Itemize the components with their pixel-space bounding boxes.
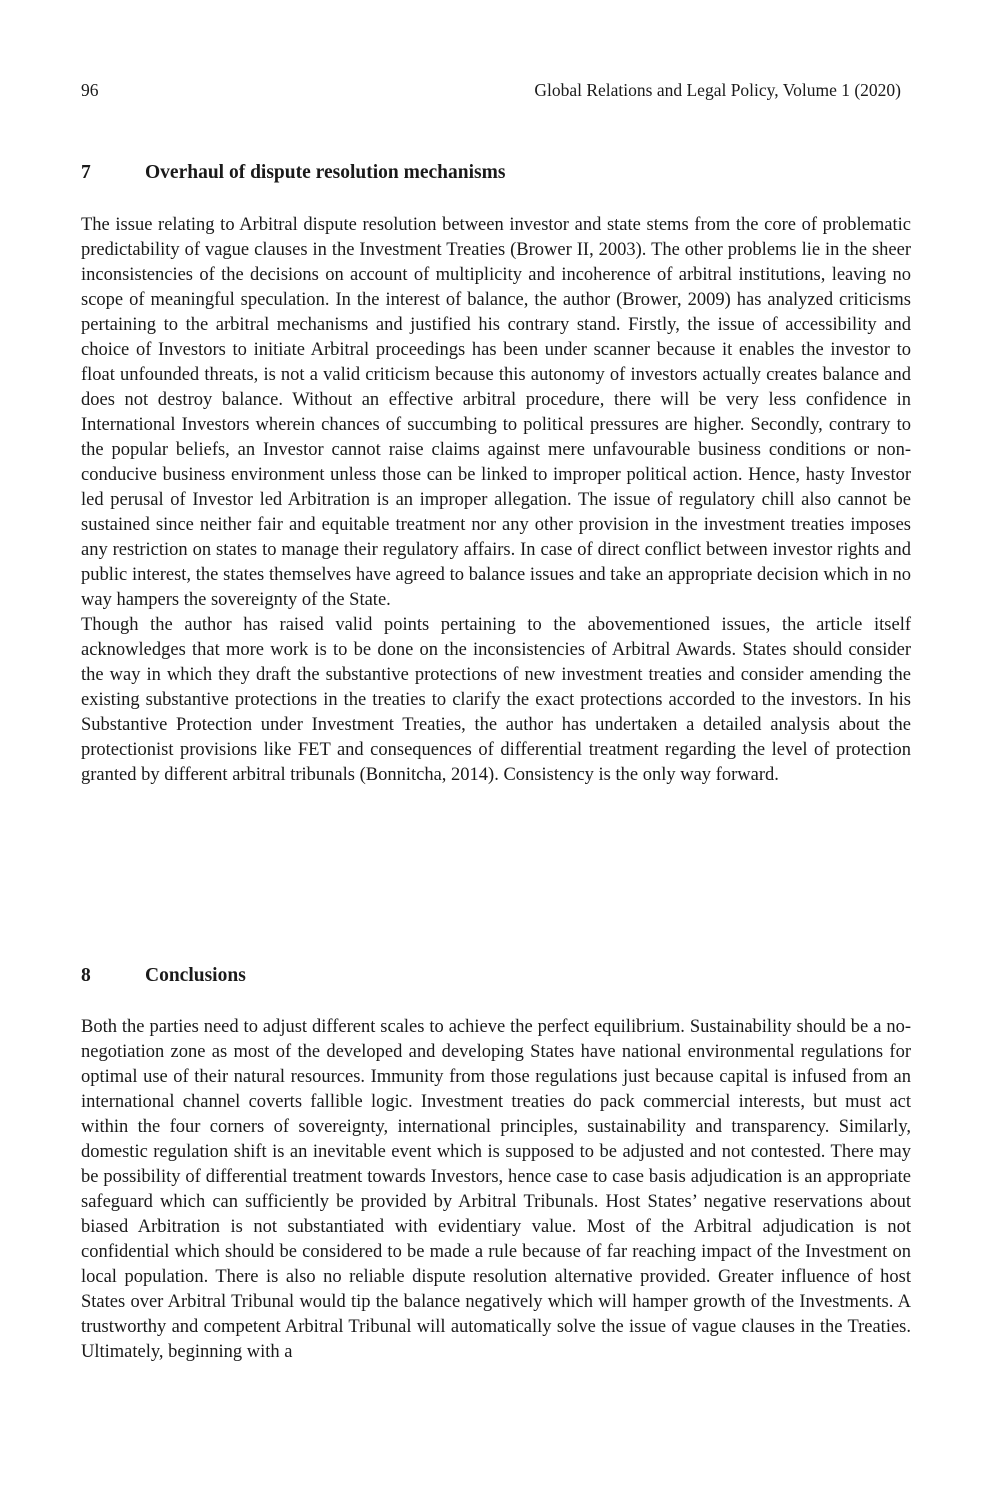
paragraph: The issue relating to Arbitral dispute resolution between investor and state stems from the core of problematic predictability of vague clauses in the Investment Treaties (Brower II, 2003). The other problems lie in the sheer inconsistencies of the decisions on account of multiplicity and incoherence of arbitral institutions, leaving no scope of meaningful speculation. In the interest of balance, the author (Brower, 2009) has analyzed criticisms pertaining to the arbitral mechanisms and justified his contrary stand. Firstly, the issue of accessibility and choice of Investors to initiate Arbitral proceedings has been under scanner because it enables the investor to float unfounded threats, is not a valid criticism because this autonomy of investors actually creates balance and does not destroy balance. Without an effective arbitral procedure, there will be very less confidence in International Investors wherein chances of succumbing to political pressures are higher. Secondly, contrary to the popular beliefs, an Investor cannot raise claims against mere unfavourable business conditions or non-conducive business environment unless those can be linked to improper political action. Hence, hasty Investor led perusal of Investor led Arbitration is an improper allegation. The issue of regulatory chill also cannot be sustained since neither fair and equitable treatment nor any other provision in the investment treaties imposes any restriction on states to manage their regulatory affairs. In case of direct conflict between investor rights and public interest, the states themselves have agreed to balance issues and take an appropriate decision which in no way hampers the sovereignty of the State.	[81, 215, 911, 610]
section-body	[81, 213, 911, 788]
section-title: Overhaul of dispute resolution mechanisms	[145, 162, 506, 183]
section-number: 7	[81, 162, 91, 183]
section-title: Conclusions	[145, 965, 246, 986]
running-header	[81, 78, 911, 102]
section-heading	[81, 160, 911, 186]
page-number: 96	[81, 80, 99, 100]
journal-title: Global Relations and Legal Policy, Volume 1 (2020)	[534, 80, 901, 100]
paragraph: Both the parties need to adjust different scales to achieve the perfect equilibrium. Sustainability should be a no-negotiation zone as most of the developed and developing States have national environmental regulations for optimal use of their natural resources. Immunity from those regulations just because capital is infused from an international channel coverts fallible logic. Investment treaties do pack commercial interests, but must act within the four corners of sovereignty, international principles, sustainability and transparency. Similarly, domestic regulation shift is an inevitable event which is supposed to be adjusted and not contested. There may be possibility of differential treatment towards Investors, hence case to case basis adjudication is an appropriate safeguard which can sufficiently be provided by Arbitral Tribunals. Host States’ negative reservations about biased Arbitration is not substantiated with evidentiary value. Most of the Arbitral adjudication is not confidential which should be considered to be made a rule because of far reaching impact of the Investment on local population. There is also no reliable dispute resolution alternative provided. Greater influence of host States over Arbitral Tribunal would tip the balance negatively which will hamper growth of the Investments. A trustworthy and competent Arbitral Tribunal will automatically solve the issue of vague clauses in the Treaties. Ultimately, beginning with a	[81, 1017, 911, 1362]
section-number: 8	[81, 965, 91, 986]
paragraph: Though the author has raised valid points pertaining to the abovementioned issues, the article itself acknowledges that more work is to be done on the inconsistencies of Arbitral Awards. States should consider the way in which they draft the substantive protections of new investment treaties and consider amending the existing substantive protections in the treaties to clarify the exact protections accorded to the investors. In his Substantive Protection under Investment Treaties, the author has undertaken a detailed analysis about the protectionist provisions like FET and consequences of differential treatment regarding the level of protection granted by different arbitral tribunals (Bonnitcha, 2014). Consistency is the only way forward.	[81, 615, 911, 785]
section-heading	[81, 963, 911, 989]
section-body	[81, 1015, 911, 1365]
